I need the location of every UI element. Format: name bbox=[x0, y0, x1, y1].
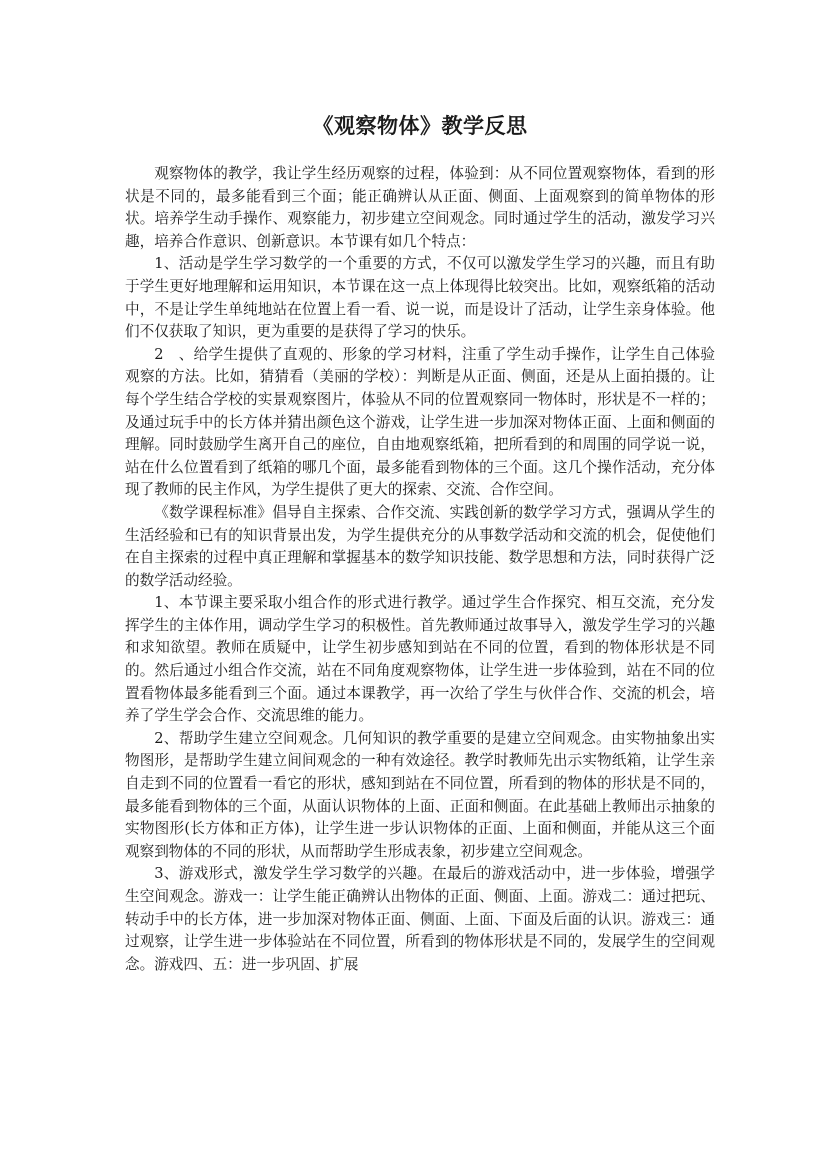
paragraph-point-1: 1、活动是学生学习数学的一个重要的方式，不仅可以激发学生学习的兴趣，而且有助于学生更好地理解和运用知识，本节课在这一点上体现得比较突出。比如，观察纸箱的活动中，不是让学生单纯地站在位置上看一看、说一说，而是设计了活动，让学生亲身体验。他们不仅获取了知识，更为重要的是获得了学习的快乐。 bbox=[125, 255, 715, 341]
paragraph-intro: 观察物体的教学，我让学生经历观察的过程，体验到：从不同位置观察物体，看到的形状是不同的，最多能看到三个面；能正确辨认从正面、侧面、上面观察到的简单物体的形状。培养学生动手操作、观察能力，初步建立空间观念。同时通过学生的活动，激发学习兴趣，培养合作意识、创新意识。本节课有如几个特点： bbox=[125, 165, 715, 250]
document-title: 《观察物体》教学反思 bbox=[312, 113, 528, 138]
paragraph-group-cooperation: 1、本节课主要采取小组合作的形式进行教学。通过学生合作探究、相互交流，充分发挥学生的主体作用，调动学生学习的积极性。首先教师通过故事导入，激发学生学习的兴趣和求知欲望。教师在质疑中，让学生初步感知到站在不同的位置，看到的物体形状是不同的。然后通过小组合作交流，站在不同角度观察物体，让学生进一步体验到，站在不同的位置看物体最多能看到三个面。通过本课教学，再一次给了学生与伙伴合作、交流的机会，培养了学生学会合作、交流思维的能力。 bbox=[125, 594, 715, 725]
paragraph-point-2: 2 、给学生提供了直观的、形象的学习材料，注重了学生动手操作，让学生自己体验观察的方法。比如，猜猜看（美丽的学校）：判断是从正面、侧面，还是从上面拍摄的。让每个学生结合学校的实景观察图片，体验从不同的位置观察同一物体时，形状是不一样的；及通过玩手中的长方体并猜出颜色这个游戏，让学生进一步加深对物体正面、上面和侧面的理解。同时鼓励学生离开自己的座位，自由地观察纸箱，把所看到的和周围的同学说一说，站在什么位置看到了纸箱的哪几个面，最多能看到物体的三个面。这几个操作活动，充分体现了教师的民主作风，为学生提供了更大的探索、交流、合作空间。 bbox=[125, 345, 715, 499]
document-body bbox=[125, 163, 715, 976]
paragraph-curriculum-standard: 《数学课程标准》倡导自主探索、合作交流、实践创新的数学学习方式，强调从学生的生活经验和已有的知识背景出发，为学生提供充分的从事数学活动和交流的机会，促使他们在自主探索的过程中真正理解和掌握基本的数学知识技能、数学思想和方法，同时获得广泛的数学活动经验。 bbox=[125, 503, 715, 589]
paragraph-game-format: 3、游戏形式，激发学生学习数学的兴趣。在最后的游戏活动中，进一步体验，增强学生空间观念。游戏一：让学生能正确辨认出物体的正面、侧面、上面。游戏二：通过把玩、转动手中的长方体，进一步加深对物体正面、侧面、上面、下面及后面的认识。游戏三：通过观察，让学生进一步体验站在不同位置，所看到的物体形状是不同的，发展学生的空间观念。游戏四、五：进一步巩固、扩展 bbox=[125, 865, 715, 973]
paragraph-spatial-concept: 2、帮助学生建立空间观念。几何知识的教学重要的是建立空间观念。由实物抽象出实物图形，是帮助学生建立间间观念的一种有效途径。教学时教师先出示实物纸箱，让学生亲自走到不同的位置看一看它的形状，感知到站在不同位置，所看到的物体的形状是不同的，最多能看到物体的三个面，从面认识物体的上面、正面和侧面。在此基础上教师出示抽象的实物图形(长方体和正方体)，让学生进一步认识物体的正面、上面和侧面，并能从这三个面观察到物体的不同的形状，从而帮助学生形成表象，初步建立空间观念。 bbox=[125, 729, 715, 860]
